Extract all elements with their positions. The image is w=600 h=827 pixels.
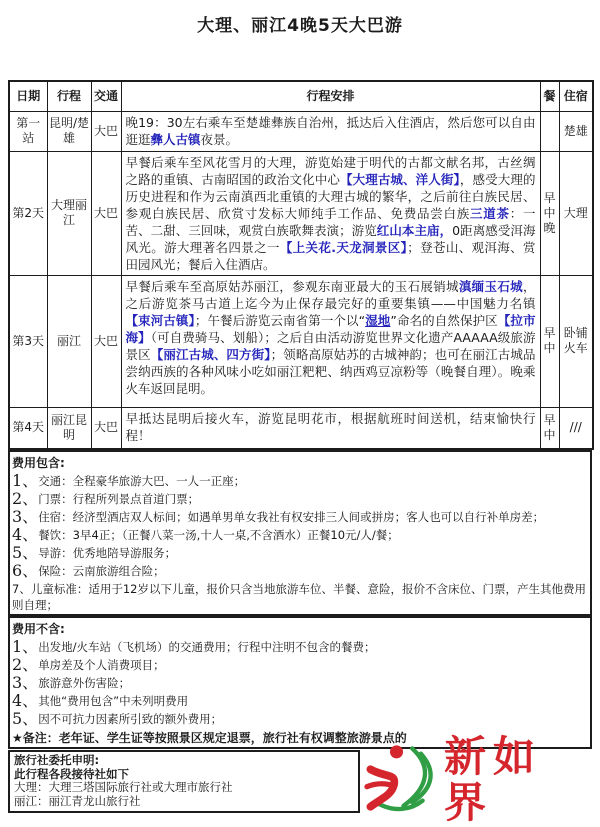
lodging-cell: 卧铺火车 xyxy=(559,275,593,407)
transport-cell: 大巴 xyxy=(91,407,121,449)
agency-lijiang: 丽江：丽江青龙山旅行社 xyxy=(14,793,141,808)
schedule-cell xyxy=(121,407,540,449)
day-cell: 第3天 xyxy=(9,275,47,407)
schedule-cell xyxy=(121,275,540,407)
item-number: 4、 xyxy=(12,525,39,544)
item-number: 1、 xyxy=(12,637,39,656)
highlight-text: 【上关花.天龙洞景区】 xyxy=(279,239,408,255)
table-row xyxy=(9,111,593,151)
header-lodging: 住宿 xyxy=(559,81,593,111)
transport-cell: 大巴 xyxy=(91,275,121,407)
lodging-cell: 大理 xyxy=(559,151,593,275)
item-text: 门票：行程所列景点首道门票； xyxy=(38,492,200,506)
schedule-text: ；领略高原姑苏的古城神韵；也可在丽江古城品尝纳西族的各种风味小吃如丽江粑粑、纳西鸡豆凉粉等（晚餐自理）。晚乘火车返回昆明。 xyxy=(125,346,536,396)
schedule-text: （可自费骑马、划船）；之后自由活动游览世界文化遗产AAAAA级旅游景区 xyxy=(125,329,536,362)
item-number: 1、 xyxy=(12,471,39,490)
highlight-text: 红山本主庙， xyxy=(376,222,453,238)
item-number: 4、 xyxy=(12,691,39,710)
item-text: 单房差及个人消费项目； xyxy=(38,658,165,672)
item-text: 因不可抗力因素所引致的额外费用； xyxy=(38,712,223,726)
list-item xyxy=(9,656,591,674)
table-row xyxy=(9,275,593,407)
itinerary-table xyxy=(8,80,594,450)
inline-link[interactable]: 湿地 xyxy=(365,312,391,328)
schedule-text: 0距离感受洱海风光。游大理著名四景之一 xyxy=(125,222,536,255)
header-schedule: 行程安排 xyxy=(121,81,540,111)
child-policy-note-row xyxy=(9,580,591,615)
agency-declaration-title: 旅行社委托申明: xyxy=(14,753,100,767)
agency-declaration-subtitle: 此行程各段接待社如下 xyxy=(14,766,129,781)
header-meals: 餐 xyxy=(540,81,559,111)
fees-included-table xyxy=(8,450,592,616)
route-cell: 大理丽江 xyxy=(47,151,91,275)
fees-excluded-header: 费用不含: xyxy=(9,617,591,638)
lodging-cell: /// xyxy=(559,407,593,449)
transport-cell: 大巴 xyxy=(91,111,121,151)
highlight-text: 彝人古镇 xyxy=(150,131,201,147)
item-text: 旅游意外伤害险； xyxy=(38,676,131,690)
list-item xyxy=(9,562,591,580)
list-item xyxy=(9,472,591,490)
itinerary-header-row xyxy=(9,81,593,111)
transport-cell: 大巴 xyxy=(91,151,121,275)
item-text: 保险：云南旅游组合险； xyxy=(38,564,165,578)
item-number: 3、 xyxy=(12,507,39,526)
highlight-text: 滇缅玉石城 xyxy=(458,278,523,294)
list-item xyxy=(9,674,591,692)
schedule-text: ：一苦、二甜、三回味，观赏白族歌舞表演；游览 xyxy=(125,205,536,238)
item-number: 5、 xyxy=(12,543,39,562)
route-cell: 丽江昆明 xyxy=(47,407,91,449)
schedule-text: ；登苍山、观洱海、赏田园风光；餐后入住酒店。 xyxy=(125,239,536,272)
meals-cell: 早中晚 xyxy=(540,151,559,275)
schedule-text: ，感受大理的历史进程和作为云南滇西北重镇的大理古城的繁华，之后前往白族民居、参观白族民居、欣赏寸发标大师纯手工作品、免费品尝白族 xyxy=(125,171,536,221)
item-number: 2、 xyxy=(12,489,39,508)
page-title: 大理、丽江4晚5天大巴游 xyxy=(197,16,403,36)
schedule-text: 早抵达昆明后接火车，游览昆明花市，根据航班时间送机，结束愉快行程！ xyxy=(125,410,536,443)
item-number: 5、 xyxy=(12,709,39,728)
fees-included-header-row xyxy=(9,451,591,472)
highlight-text: 【拉市海】 xyxy=(125,312,536,345)
schedule-text: 早餐后乘车至高原姑苏丽江，参观东南亚最大的玉石展销城 xyxy=(125,278,459,294)
day-cell: 第4天 xyxy=(9,407,47,449)
company-logo xyxy=(360,732,592,827)
highlight-text: 【丽江古城、四方街】 xyxy=(150,346,271,362)
item-text: 餐饮：3早4正；（正餐八菜一汤,十人一桌,不含酒水）正餐10元/人/餐； xyxy=(38,528,399,542)
lodging-cell: 楚雄 xyxy=(559,111,593,151)
highlight-text: 【大理古城、洋人街】 xyxy=(339,171,460,187)
list-item xyxy=(9,710,591,728)
header-transport: 交通 xyxy=(91,81,121,111)
schedule-text: 夜景。 xyxy=(200,131,239,147)
item-number: 6、 xyxy=(12,561,39,580)
fees-excluded-header-row xyxy=(9,617,591,638)
meals-cell xyxy=(540,111,559,151)
table-row xyxy=(9,151,593,275)
list-item xyxy=(9,526,591,544)
item-text: 出发地/火车站（飞机场）的交通费用；行程中注明不包含的餐费； xyxy=(38,640,376,654)
meals-cell: 早中 xyxy=(540,407,559,449)
list-item xyxy=(9,638,591,656)
highlight-text: 三道茶 xyxy=(469,205,510,221)
fees-excluded-table xyxy=(8,616,592,749)
child-policy-note: 7、儿童标准：适用于12岁以下儿童，报价只含当地旅游车位、半餐、意险，报价不含床位、门票，产生其他费用则自理； xyxy=(9,580,591,615)
list-item xyxy=(9,692,591,710)
list-item xyxy=(9,508,591,526)
meals-cell: 早中 xyxy=(540,275,559,407)
schedule-text: ”命名的自然保护区 xyxy=(390,312,498,328)
highlight-text: 【束河古镇】 xyxy=(125,312,195,328)
agency-dali: 大理：大理三塔国际旅行社或大理市旅行社 xyxy=(14,780,233,794)
item-text: 其他“费用包含”中未列明费用 xyxy=(38,694,189,708)
header-date: 日期 xyxy=(9,81,47,111)
schedule-text: 早餐后乘车至风花雪月的大理，游览始建于明代的古都文献名邦，古丝绸之路的重镇、古南昭国的政治文化中心 xyxy=(125,154,536,187)
table-row xyxy=(9,407,593,449)
item-number: 2、 xyxy=(12,655,39,674)
remark-note: ★备注：老年证、学生证等按照景区规定退票，旅行社有权调整旅游景点的 xyxy=(9,728,591,748)
route-cell: 昆明/楚雄 xyxy=(47,111,91,151)
item-number: 3、 xyxy=(12,673,39,692)
header-route: 行程 xyxy=(47,81,91,111)
logo-wordmark: 新如界 xyxy=(444,732,543,827)
list-item xyxy=(9,544,591,562)
schedule-text: 晚19：30左右乘车至楚雄彝族自治州，抵达后入住酒店，然后您可以自由逛逛 xyxy=(125,114,536,147)
list-item xyxy=(9,490,591,508)
day-cell: 第一站 xyxy=(9,111,47,151)
item-text: 住宿：经济型酒店双人标间；如遇单男单女我社有权安排三人间或拼房；客人也可以自行补单房差； xyxy=(38,510,545,524)
schedule-cell xyxy=(121,111,540,151)
route-cell: 丽江 xyxy=(47,275,91,407)
schedule-text: ，之后游览茶马古道上迄今为止保存最完好的重要集镇——中国魅力名镇 xyxy=(125,278,536,311)
day-cell: 第2天 xyxy=(9,151,47,275)
item-text: 导游：优秀地陪导游服务； xyxy=(38,546,177,560)
logo-figure-icon xyxy=(360,743,440,817)
schedule-text: ；午餐后游览云南省第一个以“ xyxy=(194,312,366,328)
schedule-cell xyxy=(121,151,540,275)
fees-included-header: 费用包含: xyxy=(9,451,591,472)
agency-declaration-box xyxy=(8,750,360,813)
item-text: 交通：全程豪华旅游大巴、一人一正座； xyxy=(38,474,246,488)
